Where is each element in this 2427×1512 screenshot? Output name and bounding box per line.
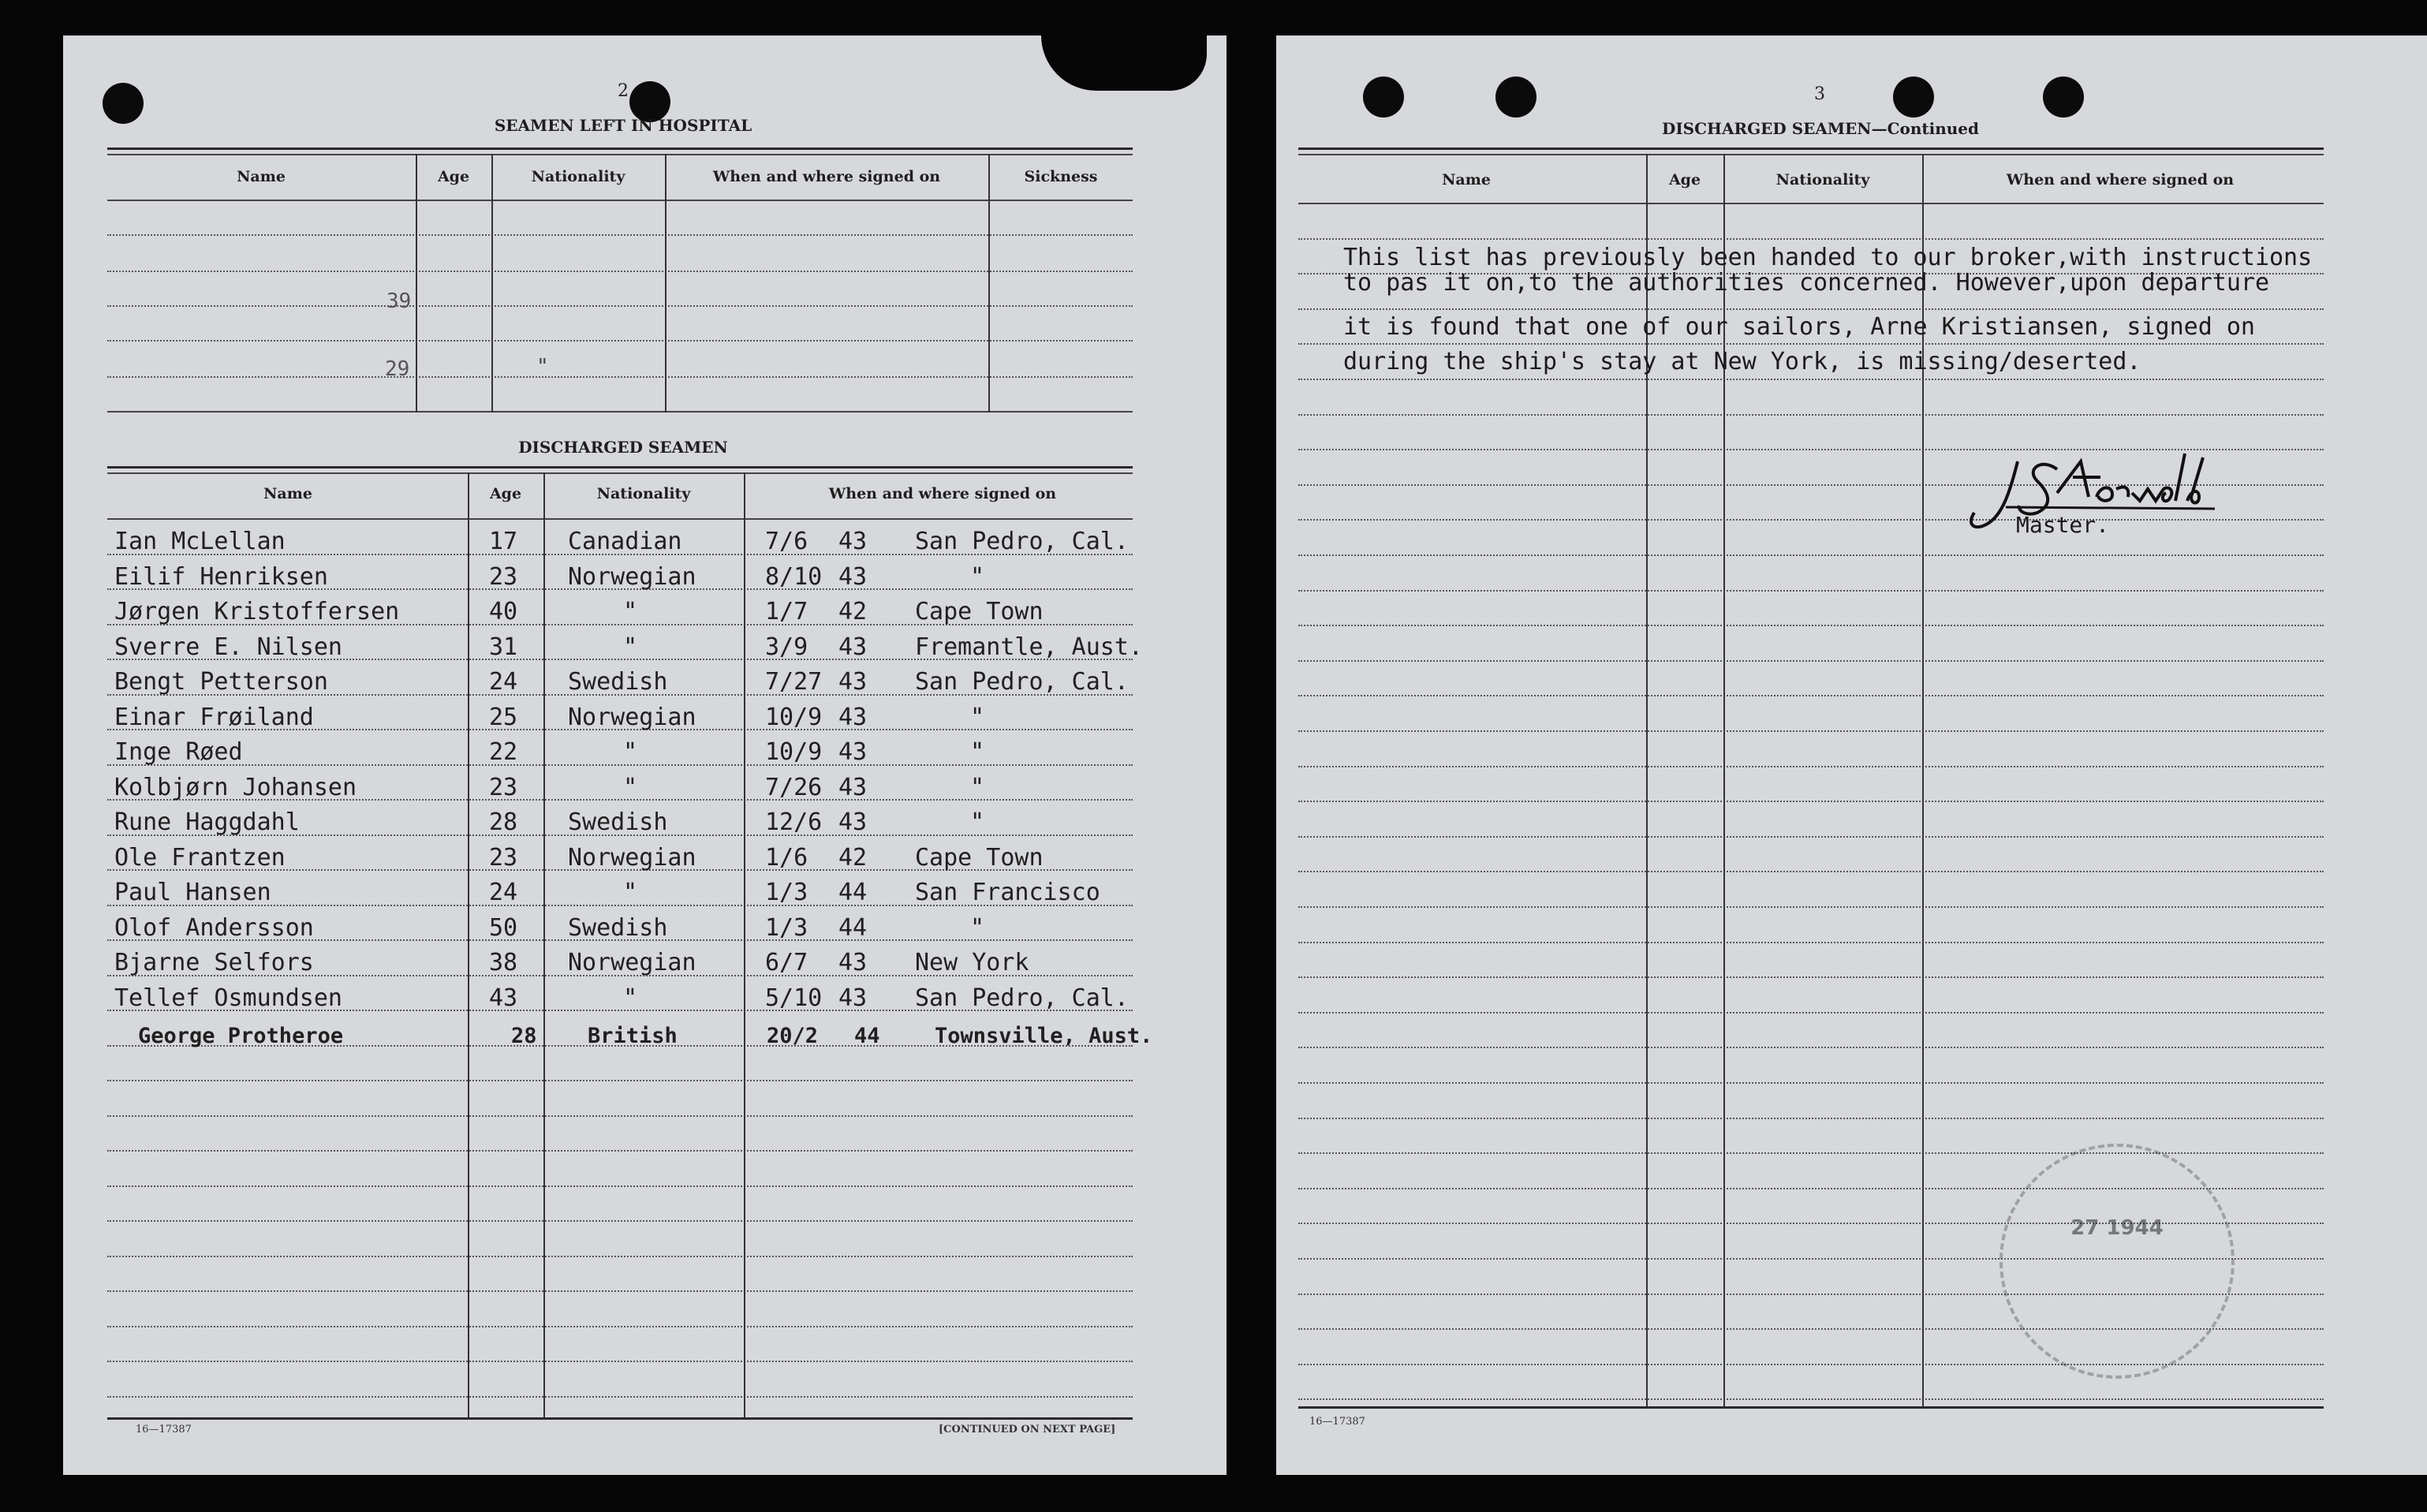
cell-date: 10/9 [765,704,823,731]
note-line: it is found that one of our sailors, Arne Kristiansen, signed on [1343,313,2255,341]
form-number: 16—17387 [136,1424,192,1435]
row-rule [107,234,1133,236]
cell-place: Fremantle, Aust. [915,633,1143,661]
cell-name: Tellef Osmundsen [114,984,342,1012]
cell-place: Townsville, Aust. [935,1024,1153,1048]
cell-nationality: Norwegian [568,949,696,976]
hospital-mark: 39 [386,289,412,313]
rule [107,472,1133,474]
col-signed-on: When and where signed on [2006,171,2235,189]
cell-year: 43 [838,633,868,661]
rule [1298,154,2324,155]
cell-age: 23 [489,774,518,801]
cell-year: 43 [838,704,868,731]
cell-name: Eilif Henriksen [114,563,328,591]
cell-age: 43 [489,984,518,1012]
cell-name: Ole Frantzen [114,844,286,872]
row-rule [1298,590,2324,592]
column-divider [1723,154,1725,1408]
cell-year: 43 [838,949,868,976]
column-divider [665,154,666,413]
column-divider [1922,154,1924,1408]
cell-nationality: " [623,738,638,766]
cell-age: 25 [489,704,518,731]
row-rule [1298,695,2324,696]
column-divider [468,472,469,1419]
row-rule [1298,660,2324,662]
rule [1298,147,2324,150]
cell-age: 23 [489,844,518,872]
cell-place: " [970,808,985,836]
rule [1298,203,2324,204]
column-divider [1646,154,1648,1408]
cell-date: 7/26 [765,774,823,801]
cell-date: 6/7 [765,949,808,976]
cell-date: 7/27 [765,668,823,696]
cell-nationality: " [623,633,638,661]
hospital-col-age: Age [437,168,470,185]
cell-year: 44 [838,914,868,942]
cell-year: 42 [838,844,868,872]
cell-place: San Pedro, Cal. [915,668,1129,696]
cell-year: 43 [838,738,868,766]
column-divider [744,472,745,1419]
cell-year: 43 [838,984,868,1012]
rule [107,147,1133,150]
discharged-col-age: Age [489,485,522,502]
row-rule [1298,238,2324,240]
cell-name: Kolbjørn Johansen [114,774,357,801]
cell-age: 24 [489,668,518,696]
row-rule [1298,625,2324,626]
cell-place: San Pedro, Cal. [915,528,1129,555]
cell-place: " [970,563,985,591]
cell-age: 38 [489,949,518,976]
col-name: Name [1442,171,1491,189]
cell-age: 40 [489,598,518,625]
cell-nationality: " [623,879,638,906]
rule [107,466,1133,469]
cell-date: 1/3 [765,914,808,942]
column-divider [491,154,493,413]
row-rule [1298,906,2324,908]
continued-note: [CONTINUED ON NEXT PAGE] [939,1424,1116,1435]
cell-age: 31 [489,633,518,661]
row-rule [1298,766,2324,767]
signature-label: Master. [2016,512,2110,538]
row-rule [107,305,1133,307]
row-rule [107,1115,1133,1117]
row-rule [1298,1082,2324,1084]
column-divider [988,154,990,413]
cell-date: 3/9 [765,633,808,661]
rule [107,200,1133,201]
cell-name: Ian McLellan [114,528,286,555]
cell-place: Cape Town [915,598,1044,625]
cell-name: George Protheroe [138,1024,344,1048]
row-rule [107,1290,1133,1292]
stamp-date: 27 1944 [2070,1216,2164,1240]
cell-age: 24 [489,879,518,906]
left-page [63,35,1227,1475]
cell-place: " [970,914,985,942]
cell-name: Bengt Petterson [114,668,328,696]
row-rule [1298,1012,2324,1014]
cell-name: Jørgen Kristoffersen [114,598,400,625]
row-rule [107,1185,1133,1187]
row-rule [107,1256,1133,1257]
torn-corner [1041,35,1207,91]
note-line: This list has previously been handed to our broker,with instructions [1343,244,2313,271]
cell-nationality: " [623,774,638,801]
punch-hole [103,83,144,124]
cell-name: Inge Røed [114,738,243,766]
page-number: 3 [1814,84,1825,104]
rule [107,154,1133,155]
row-rule [1298,379,2324,380]
punch-hole [2043,77,2084,118]
discharged-col-nationality: Nationality [596,485,691,502]
received-stamp [1999,1144,2235,1379]
cell-age: 22 [489,738,518,766]
cell-date: 1/7 [765,598,808,625]
rule [107,411,1133,413]
row-rule [1298,343,2324,345]
cell-age: 50 [489,914,518,942]
row-rule [107,1080,1133,1081]
cell-date: 7/6 [765,528,808,555]
cell-year: 44 [838,879,868,906]
row-rule [107,1326,1133,1327]
hospital-mark: 29 [385,357,410,381]
row-rule [1298,1152,2324,1154]
cell-nationality: Swedish [568,808,668,836]
cell-date: 10/9 [765,738,823,766]
row-rule [107,1150,1133,1152]
cell-date: 8/10 [765,563,823,591]
cell-year: 43 [838,808,868,836]
page-number: 2 [618,81,629,101]
cell-nationality: " [623,598,638,625]
cell-date: 20/2 [767,1024,819,1048]
cell-date: 1/3 [765,879,808,906]
cell-date: 5/10 [765,984,823,1012]
punch-hole [1893,77,1934,118]
cell-age: 17 [489,528,518,555]
cell-name: Einar Frøiland [114,704,314,731]
row-rule [1298,836,2324,838]
cell-place: New York [915,949,1029,976]
row-rule [1298,871,2324,872]
row-rule [1298,1118,2324,1119]
cell-name: Olof Andersson [114,914,314,942]
cell-place: " [970,774,985,801]
note-line: to pas it on,to the authorities concerned. However,upon departure [1343,269,2269,297]
discharged-section-title: DISCHARGED SEAMEN [518,438,728,457]
hospital-section-title: SEAMEN LEFT IN HOSPITAL [494,116,752,135]
col-nationality: Nationality [1775,171,1870,189]
row-rule [107,376,1133,378]
cell-age: 23 [489,563,518,591]
cell-place: San Francisco [915,879,1100,906]
cell-nationality: " [623,984,638,1012]
cell-date: 1/6 [765,844,808,872]
hospital-col-name: Name [237,168,286,185]
hospital-col-nationality: Nationality [531,168,625,185]
cell-year: 44 [854,1024,880,1048]
rule [107,1417,1133,1420]
cell-year: 43 [838,774,868,801]
cell-nationality: Swedish [568,668,668,696]
cell-year: 43 [838,563,868,591]
cell-nationality: British [588,1024,678,1048]
right-page [1276,35,2427,1475]
row-rule [107,1361,1133,1362]
cell-place: Cape Town [915,844,1044,872]
cell-name: Bjarne Selfors [114,949,314,976]
cell-year: 43 [838,668,868,696]
cell-nationality: Norwegian [568,704,696,731]
cell-nationality: Norwegian [568,563,696,591]
column-divider [543,472,545,1419]
cell-nationality: Swedish [568,914,668,942]
cell-nationality: Canadian [568,528,682,555]
page-title: DISCHARGED SEAMEN—Continued [1661,119,1980,138]
cell-nationality: Norwegian [568,844,696,872]
row-rule [1298,942,2324,943]
col-age: Age [1668,171,1701,189]
cell-year: 42 [838,598,868,625]
cell-place: " [970,704,985,731]
form-number: 16—17387 [1309,1416,1365,1428]
column-divider [416,154,417,413]
cell-place: San Pedro, Cal. [915,984,1129,1012]
row-rule [1298,976,2324,978]
note-line: during the ship's stay at New York, is missing/deserted. [1343,348,2141,375]
discharged-col-signed-on: When and where signed on [828,485,1057,502]
row-rule [1298,308,2324,310]
row-rule [107,340,1133,342]
discharged-col-name: Name [263,485,312,502]
row-rule [1298,1047,2324,1048]
hospital-col-sickness: Sickness [1024,168,1098,185]
rule [107,518,1133,520]
row-rule [1298,801,2324,802]
cell-year: 43 [838,528,868,555]
cell-name: Rune Haggdahl [114,808,300,836]
row-rule [107,1396,1133,1398]
punch-hole [1363,77,1404,118]
cell-name: Paul Hansen [114,879,271,906]
cell-age: 28 [511,1024,537,1048]
cell-place: " [970,738,985,766]
cell-date: 12/6 [765,808,823,836]
row-rule [107,1220,1133,1222]
ditto-mark: " [536,355,549,379]
row-rule [1298,1398,2324,1400]
punch-hole [1495,77,1536,118]
rule [1298,1406,2324,1409]
cell-age: 28 [489,808,518,836]
hospital-col-signed-on: When and where signed on [712,168,941,185]
row-rule [1298,730,2324,732]
cell-name: Sverre E. Nilsen [114,633,342,661]
row-rule [107,271,1133,272]
